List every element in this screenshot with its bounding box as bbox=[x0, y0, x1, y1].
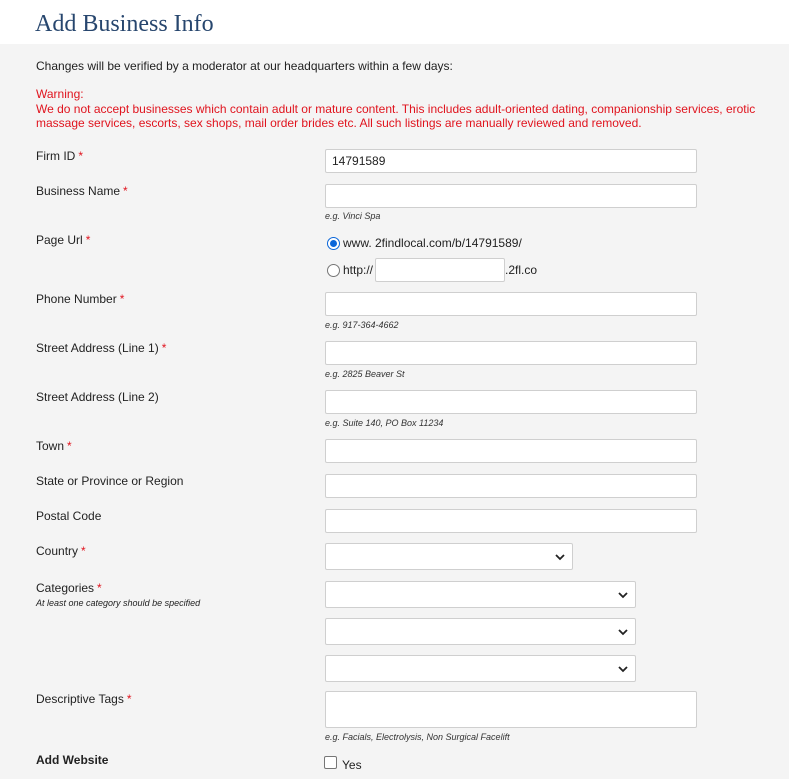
categories-note: At least one category should be specified bbox=[36, 598, 201, 608]
firm-id-field[interactable] bbox=[325, 149, 697, 173]
chevron-down-icon bbox=[617, 663, 629, 675]
country-select[interactable] bbox=[325, 543, 573, 570]
category-select-3[interactable] bbox=[325, 655, 636, 682]
warning-message bbox=[36, 87, 776, 131]
phone-label: Phone Number * bbox=[36, 292, 125, 306]
page-url-default-option[interactable] bbox=[327, 236, 522, 250]
street2-field[interactable] bbox=[325, 390, 697, 414]
category-select-2[interactable] bbox=[325, 618, 636, 645]
page-url-default-text: www. 2findlocal.com/b/14791589/ bbox=[343, 236, 522, 250]
category-select-1[interactable] bbox=[325, 581, 636, 608]
add-website-label: Add Website bbox=[36, 753, 109, 767]
business-name-hint: e.g. Vinci Spa bbox=[325, 211, 381, 221]
postal-code-field[interactable] bbox=[325, 509, 697, 533]
firm-id-label: Firm ID * bbox=[36, 149, 83, 163]
chevron-down-icon bbox=[617, 589, 629, 601]
page-url-custom-prefix: http:// bbox=[343, 263, 374, 277]
page-title: Add Business Info bbox=[35, 11, 214, 37]
state-field[interactable] bbox=[325, 474, 697, 498]
business-name-label: Business Name * bbox=[36, 184, 128, 198]
street2-hint: e.g. Suite 140, PO Box 11234 bbox=[325, 418, 444, 428]
chevron-down-icon bbox=[617, 626, 629, 638]
street2-label: Street Address (Line 2) bbox=[36, 390, 159, 404]
street1-label: Street Address (Line 1) * bbox=[36, 341, 167, 355]
page-url-custom-option[interactable] bbox=[327, 258, 537, 282]
town-field[interactable] bbox=[325, 439, 697, 463]
phone-field[interactable] bbox=[325, 292, 697, 316]
country-label: Country * bbox=[36, 544, 86, 558]
tags-hint: e.g. Facials, Electrolysis, Non Surgical Facelift bbox=[325, 732, 510, 742]
warning-title: Warning: bbox=[36, 87, 84, 101]
categories-label: Categories * bbox=[36, 581, 102, 595]
page-url-label: Page Url * bbox=[36, 233, 91, 247]
page-header bbox=[0, 0, 789, 44]
street1-hint: e.g. 2825 Beaver St bbox=[325, 369, 405, 379]
page-url-custom-radio[interactable] bbox=[327, 264, 340, 277]
tags-label: Descriptive Tags * bbox=[36, 692, 132, 706]
town-label: Town * bbox=[36, 439, 72, 453]
street1-field[interactable] bbox=[325, 341, 697, 365]
page-url-custom-suffix: .2fl.co bbox=[505, 263, 538, 277]
add-website-checkbox-label[interactable]: Yes bbox=[342, 758, 362, 772]
state-label: State or Province or Region bbox=[36, 474, 184, 488]
intro-text: Changes will be verified by a moderator at our headquarters within a few days: bbox=[36, 59, 453, 73]
business-name-field[interactable] bbox=[325, 184, 697, 208]
chevron-down-icon bbox=[554, 551, 566, 563]
phone-hint: e.g. 917-364-4662 bbox=[325, 320, 399, 330]
add-website-checkbox[interactable] bbox=[324, 756, 337, 769]
warning-text: We do not accept businesses which contain adult or mature content. This includes adult-oriented dating, companionship services, erotic massage services, escorts, sex shops, mail order brides etc. All such listings are manually reviewed and removed. bbox=[36, 101, 756, 130]
tags-field[interactable] bbox=[325, 691, 697, 728]
postal-code-label: Postal Code bbox=[36, 509, 102, 523]
page-url-default-radio[interactable] bbox=[327, 237, 340, 250]
page-url-subdomain-field[interactable] bbox=[375, 258, 505, 282]
